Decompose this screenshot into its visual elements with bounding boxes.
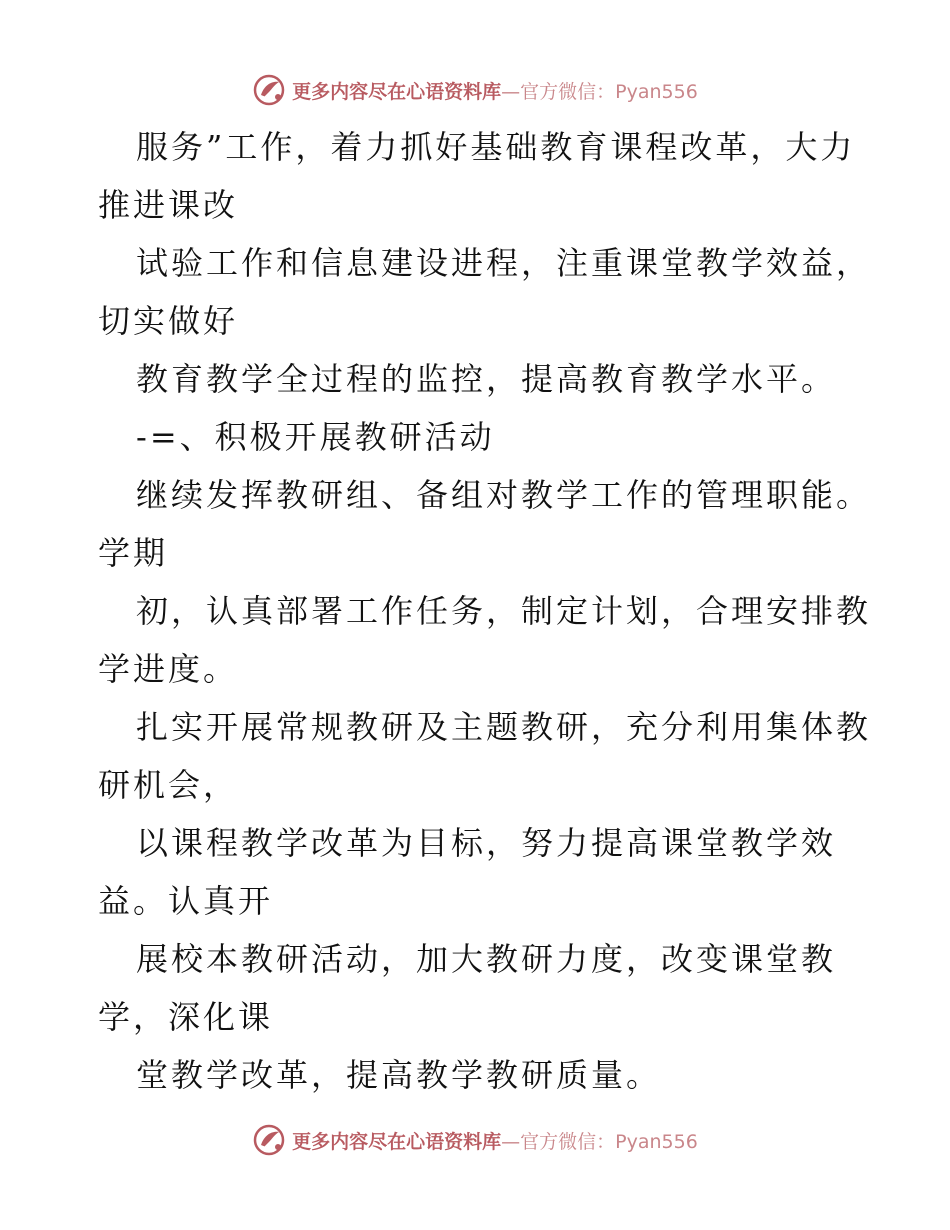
document-body	[98, 118, 872, 1104]
text-line: 学，深化课	[98, 998, 274, 1036]
text-line: 学期	[98, 534, 169, 572]
text-line: 继续发挥教研组、备组对教学工作的管理职能。	[136, 476, 872, 514]
watermark-dash: —	[501, 80, 521, 103]
text-line: 教育教学全过程的监控，提高教育教学水平。	[136, 360, 837, 398]
watermark-main-text: 更多内容尽在心语资料库	[292, 80, 502, 103]
watermark-dash: —	[501, 1130, 521, 1153]
text-line: 服务”工作，着力抓好基础教育课程改革，大力	[136, 128, 856, 166]
section-heading: -=、积极开展教研活动	[136, 418, 495, 456]
text-line: 研机会，	[98, 766, 239, 804]
text-line: 试验工作和信息建设进程，注重课堂教学效益，	[136, 244, 872, 282]
text-line: 推进课改	[98, 186, 239, 224]
text-line: 展校本教研活动，加大教研力度，改变课堂教	[136, 940, 837, 978]
brand-logo-icon	[252, 1123, 286, 1157]
text-line: 学进度。	[98, 650, 239, 688]
watermark-suffix-text: 官方微信：Pyan556	[520, 80, 698, 103]
text-line: 切实做好	[98, 302, 239, 340]
text-line: 扎实开展常规教研及主题教研，充分利用集体教	[136, 708, 872, 746]
header-watermark	[0, 70, 950, 110]
text-line: 以课程教学改革为目标，努力提高课堂教学效	[136, 824, 837, 862]
text-line: 益。认真开	[98, 882, 274, 920]
footer-watermark	[0, 1120, 950, 1160]
text-line: 堂教学改革，提高教学教研质量。	[136, 1056, 662, 1094]
text-line: 初，认真部署工作任务，制定计划，合理安排教	[136, 592, 872, 630]
brand-logo-icon	[252, 73, 286, 107]
watermark-main-text: 更多内容尽在心语资料库	[292, 1130, 502, 1153]
watermark-suffix-text: 官方微信：Pyan556	[520, 1130, 698, 1153]
